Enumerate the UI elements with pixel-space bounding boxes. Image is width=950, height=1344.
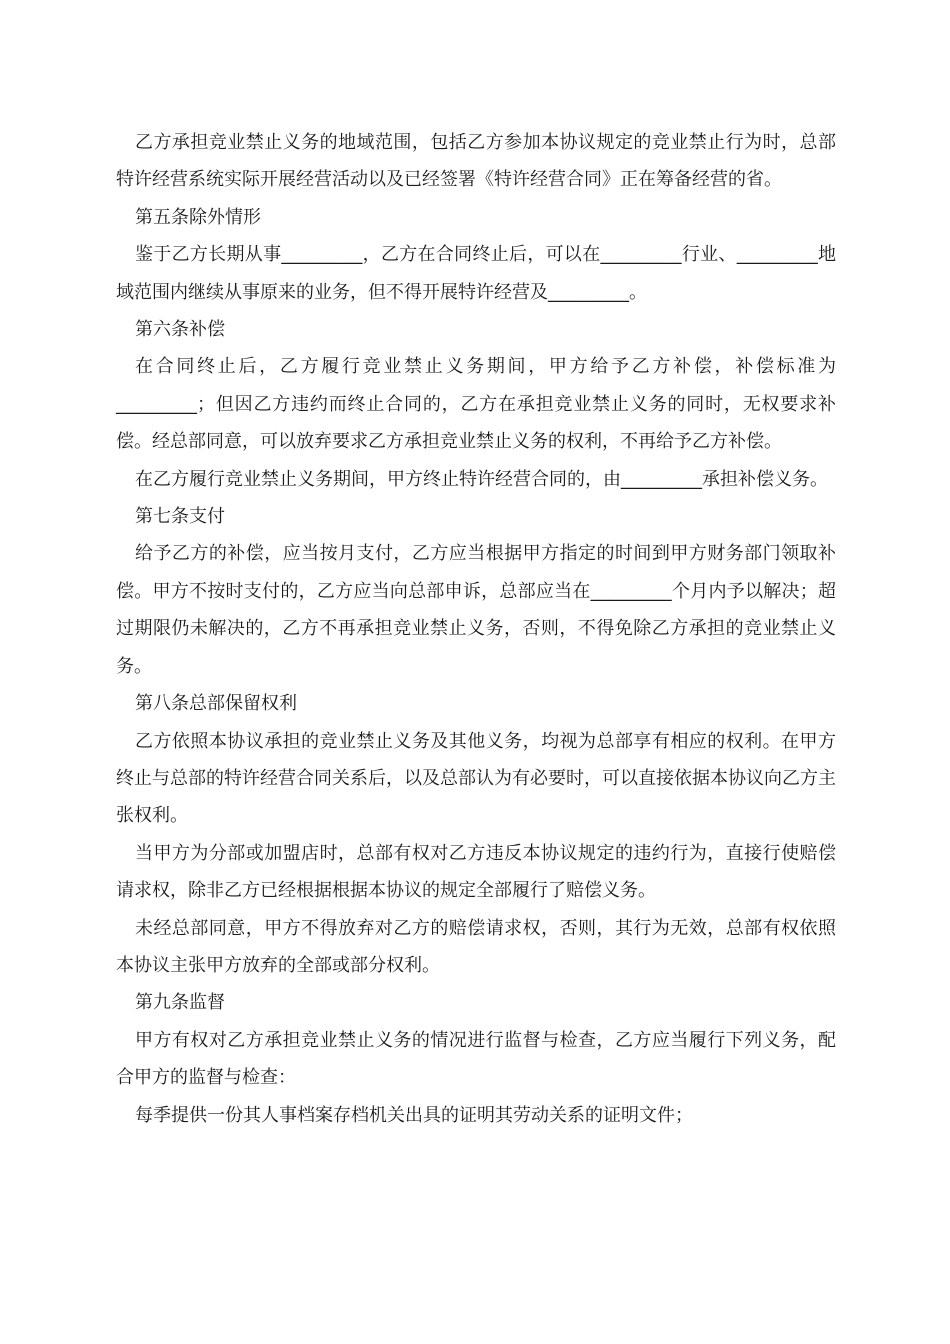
paragraph-supervision: 甲方有权对乙方承担竞业禁止义务的情况进行监督与检查，乙方应当履行下列义务，配合甲方的监督与检查： [116, 1029, 836, 1089]
document-body [116, 124, 836, 1134]
paragraph-waiver: 未经总部同意，甲方不得放弃对乙方的赔偿请求权，否则，其行为无效，总部有权依照本协议主张甲方放弃的全部或部分权利。 [116, 917, 836, 976]
paragraph-claim-rights: 当甲方为分部或加盟店时，总部有权对乙方违反本协议规定的违约行为，直接行使赔偿请求权，除非乙方已经根据根据本协议的规定全部履行了赔偿义务。 [116, 842, 836, 902]
paragraph-territory-scope: 乙方承担竞业禁止义务的地域范围，包括乙方参加本协议规定的竞业禁止行为时，总部特许经营系统实际开展经营活动以及已经签署《特许经营合同》正在筹备经营的省。 [116, 132, 836, 191]
article-8-heading: 第八条总部保留权利 [135, 693, 297, 715]
article-6-heading: 第六条补偿 [135, 319, 225, 341]
paragraph-exceptions: 鉴于乙方长期从事_________，乙方在合同终止后，可以在_________行业、_________地域范围内继续从事原来的业务，但不得开展特许经营及_________。 [116, 244, 836, 303]
paragraph-quarterly-proof: 每季提供一份其人事档案存档机关出具的证明其劳动关系的证明文件； [135, 1104, 693, 1126]
article-9-heading: 第九条监督 [135, 992, 225, 1014]
paragraph-compensation-liability: 在乙方履行竞业禁止义务期间，甲方终止特许经营合同的，由_________承担补偿义务。 [135, 468, 828, 490]
paragraph-payment: 给予乙方的补偿，应当按月支付，乙方应当根据甲方指定的时间到甲方财务部门领取补偿。甲方不按时支付的，乙方应当向总部申诉，总部应当在_________个月内予以解决；超过期限仍未解决的，乙方不再承担竞业禁止义务，否则，不得免除乙方承担的竞业禁止义务。 [116, 543, 836, 677]
article-5-heading: 第五条除外情形 [135, 206, 261, 228]
article-7-heading: 第七条支付 [135, 506, 225, 528]
paragraph-headquarters-rights: 乙方依照本协议承担的竞业禁止义务及其他义务，均视为总部享有相应的权利。在甲方终止与总部的特许经营合同关系后，以及总部认为有必要时，可以直接依据本协议向乙方主张权利。 [116, 730, 836, 827]
paragraph-compensation: 在合同终止后，乙方履行竞业禁止义务期间，甲方给予乙方补偿，补偿标准为_________；但因乙方违约而终止合同的，乙方在承担竞业禁止义务的同时，无权要求补偿。经总部同意，可以放弃要求乙方承担竞业禁止义务的权利，不再给予乙方补偿。 [116, 356, 836, 453]
